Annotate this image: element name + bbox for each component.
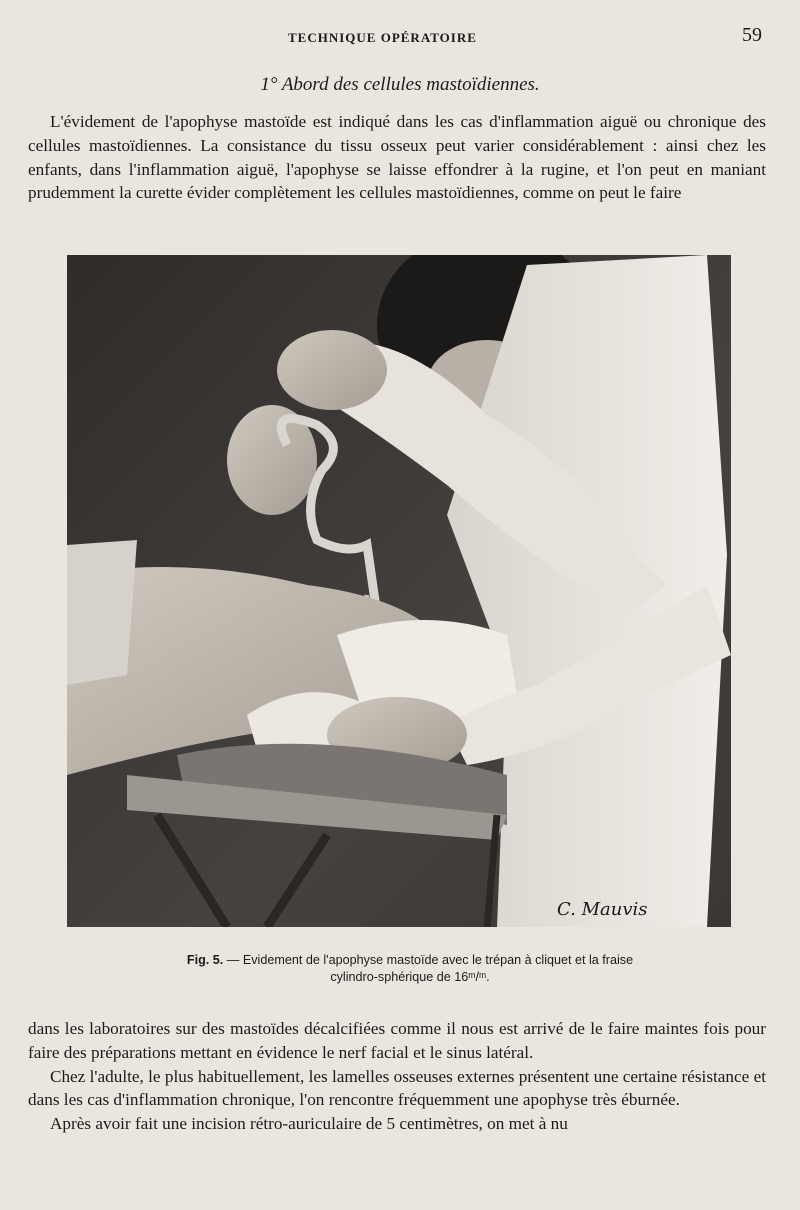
page-number: 59 [742, 24, 762, 46]
caption-line-2: cylindro-sphérique de 16ᵐ/ᵐ. [330, 970, 490, 984]
paragraph: dans les laboratoires sur des mastoïdes décalcifiées comme il nous est arrivé de le faire maintes fois pour faire des préparations mettant en évidence le nerf facial et le sinus latéral. [28, 1019, 766, 1062]
caption-text-1: — Evidement de l'apophyse mastoïde avec le trépan à cliquet et la fraise [226, 953, 634, 967]
section-heading: 1° Abord des cellules mastoïdiennes. [260, 74, 540, 95]
body-text-top [28, 110, 766, 205]
running-head [0, 24, 800, 50]
paragraph: Chez l'adulte, le plus habituellement, les lamelles osseuses externes présentent une certaine résistance et dans les cas d'inflammation chronique, l'on rencontre fréquemment une apophyse très éburnée. [28, 1066, 766, 1110]
body-text-bottom [28, 1017, 766, 1136]
figure-caption [60, 952, 760, 986]
photograph-illustration [67, 255, 731, 927]
artist-signature: C. Mauvis [557, 899, 648, 920]
surgical-photograph [67, 255, 731, 927]
running-title: TECHNIQUE OPÉRATOIRE [288, 30, 477, 45]
paragraph: Après avoir fait une incision rétro-auriculaire de 5 centimètres, on met à nu [50, 1114, 568, 1134]
caption-label: Fig. 5. [186, 953, 224, 967]
paragraph: L'évidement de l'apophyse mastoïde est indiqué dans les cas d'inflammation aiguë ou chronique des cellules mastoïdiennes. La consistance du tissu osseux peut varier considérablement : ainsi chez les enfants, dans l'inflammation aiguë, l'apophyse se laisse effondrer à la rugine, et l'on peut en maniant prudemment la curette évider complètement les cellules mastoïdiennes, comme on peut le faire [28, 112, 766, 203]
caption-line-1 [60, 952, 760, 969]
